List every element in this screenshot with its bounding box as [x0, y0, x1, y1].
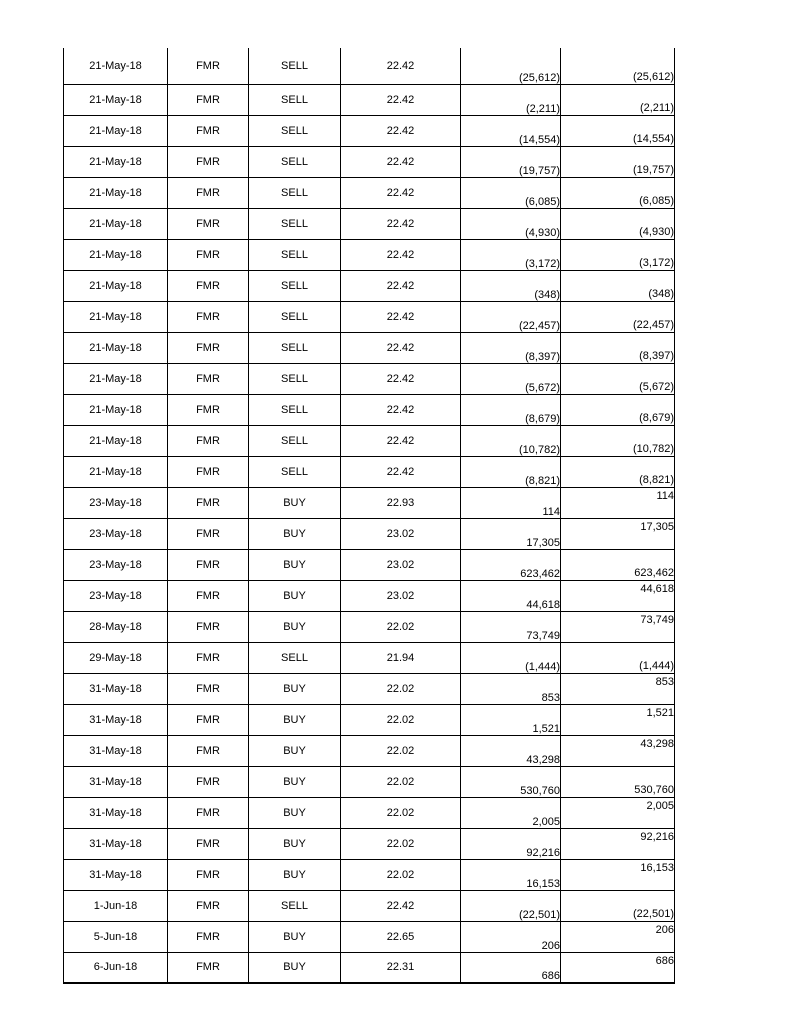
cell-price: 22.31 — [341, 952, 461, 983]
cell-side: SELL — [249, 301, 341, 332]
cell-date: 21-May-18 — [64, 115, 168, 146]
cell-price: 22.02 — [341, 859, 461, 890]
cell-side: SELL — [249, 332, 341, 363]
cell-price: 22.42 — [341, 208, 461, 239]
cell-side: SELL — [249, 177, 341, 208]
table-row — [64, 642, 675, 673]
cell-amount-2: (19,757) — [561, 146, 675, 177]
cell-firm: FMR — [168, 332, 249, 363]
cell-amount-2: 623,462 — [561, 549, 675, 580]
cell-price: 22.02 — [341, 735, 461, 766]
cell-amount-2: (8,679) — [561, 394, 675, 425]
table-row — [64, 766, 675, 797]
cell-price: 22.42 — [341, 332, 461, 363]
cell-price: 22.42 — [341, 84, 461, 115]
cell-amount-2: (1,444) — [561, 642, 675, 673]
cell-date: 21-May-18 — [64, 456, 168, 487]
cell-amount-1: (8,679) — [461, 394, 561, 425]
cell-amount-2: (6,085) — [561, 177, 675, 208]
cell-side: SELL — [249, 84, 341, 115]
cell-date: 6-Jun-18 — [64, 952, 168, 983]
cell-amount-1: 206 — [461, 921, 561, 952]
trades-table — [63, 48, 675, 984]
table-row — [64, 115, 675, 146]
cell-firm: FMR — [168, 704, 249, 735]
cell-date: 21-May-18 — [64, 301, 168, 332]
cell-side: SELL — [249, 208, 341, 239]
cell-price: 22.42 — [341, 239, 461, 270]
cell-amount-2: 44,618 — [561, 580, 675, 611]
cell-firm: FMR — [168, 952, 249, 983]
cell-price: 22.02 — [341, 673, 461, 704]
table-row — [64, 363, 675, 394]
cell-date: 21-May-18 — [64, 146, 168, 177]
cell-side: SELL — [249, 425, 341, 456]
cell-side: BUY — [249, 704, 341, 735]
cell-amount-2: 530,760 — [561, 766, 675, 797]
cell-date: 31-May-18 — [64, 735, 168, 766]
cell-price: 22.02 — [341, 611, 461, 642]
cell-date: 21-May-18 — [64, 394, 168, 425]
table-row — [64, 611, 675, 642]
cell-firm: FMR — [168, 487, 249, 518]
cell-firm: FMR — [168, 735, 249, 766]
cell-side: BUY — [249, 549, 341, 580]
cell-amount-2: (14,554) — [561, 115, 675, 146]
cell-side: SELL — [249, 363, 341, 394]
cell-side: SELL — [249, 456, 341, 487]
cell-date: 31-May-18 — [64, 704, 168, 735]
cell-amount-1: 2,005 — [461, 797, 561, 828]
cell-amount-1: (4,930) — [461, 208, 561, 239]
cell-amount-2: (4,930) — [561, 208, 675, 239]
cell-amount-1: (8,821) — [461, 456, 561, 487]
cell-amount-1: 17,305 — [461, 518, 561, 549]
cell-firm: FMR — [168, 921, 249, 952]
table-row — [64, 580, 675, 611]
cell-price: 22.42 — [341, 456, 461, 487]
cell-firm: FMR — [168, 208, 249, 239]
cell-date: 1-Jun-18 — [64, 890, 168, 921]
cell-amount-2: (10,782) — [561, 425, 675, 456]
cell-price: 22.42 — [341, 177, 461, 208]
cell-amount-1: 73,749 — [461, 611, 561, 642]
cell-date: 21-May-18 — [64, 363, 168, 394]
cell-date: 21-May-18 — [64, 208, 168, 239]
table-row — [64, 673, 675, 704]
trades-table-body — [64, 48, 675, 983]
cell-amount-1: (22,457) — [461, 301, 561, 332]
cell-side: BUY — [249, 487, 341, 518]
table-row — [64, 48, 675, 84]
cell-firm: FMR — [168, 363, 249, 394]
cell-firm: FMR — [168, 890, 249, 921]
cell-date: 21-May-18 — [64, 177, 168, 208]
cell-price: 22.02 — [341, 704, 461, 735]
cell-amount-1: 1,521 — [461, 704, 561, 735]
cell-date: 23-May-18 — [64, 518, 168, 549]
table-row — [64, 270, 675, 301]
cell-date: 23-May-18 — [64, 487, 168, 518]
cell-firm: FMR — [168, 611, 249, 642]
cell-price: 21.94 — [341, 642, 461, 673]
cell-date: 28-May-18 — [64, 611, 168, 642]
cell-amount-1: (25,612) — [461, 48, 561, 84]
cell-side: SELL — [249, 394, 341, 425]
cell-side: BUY — [249, 952, 341, 983]
cell-amount-2: (3,172) — [561, 239, 675, 270]
cell-side: BUY — [249, 735, 341, 766]
cell-amount-2: 17,305 — [561, 518, 675, 549]
cell-side: BUY — [249, 518, 341, 549]
cell-date: 31-May-18 — [64, 766, 168, 797]
table-row — [64, 828, 675, 859]
cell-amount-1: 530,760 — [461, 766, 561, 797]
cell-amount-2: 686 — [561, 952, 675, 983]
cell-firm: FMR — [168, 425, 249, 456]
table-row — [64, 146, 675, 177]
cell-side: BUY — [249, 766, 341, 797]
cell-firm: FMR — [168, 146, 249, 177]
cell-price: 22.42 — [341, 301, 461, 332]
cell-firm: FMR — [168, 642, 249, 673]
cell-side: SELL — [249, 270, 341, 301]
cell-date: 21-May-18 — [64, 48, 168, 84]
cell-side: SELL — [249, 115, 341, 146]
cell-price: 22.42 — [341, 363, 461, 394]
table-row — [64, 301, 675, 332]
table-row — [64, 921, 675, 952]
cell-amount-1: 623,462 — [461, 549, 561, 580]
cell-price: 22.42 — [341, 270, 461, 301]
cell-side: BUY — [249, 797, 341, 828]
cell-price: 22.42 — [341, 394, 461, 425]
cell-amount-2: (348) — [561, 270, 675, 301]
table-row — [64, 518, 675, 549]
cell-date: 21-May-18 — [64, 84, 168, 115]
cell-firm: FMR — [168, 766, 249, 797]
cell-amount-1: (5,672) — [461, 363, 561, 394]
cell-side: BUY — [249, 611, 341, 642]
cell-price: 22.42 — [341, 425, 461, 456]
cell-firm: FMR — [168, 394, 249, 425]
cell-firm: FMR — [168, 270, 249, 301]
cell-firm: FMR — [168, 549, 249, 580]
cell-amount-1: (14,554) — [461, 115, 561, 146]
cell-amount-1: (348) — [461, 270, 561, 301]
cell-amount-1: 686 — [461, 952, 561, 983]
cell-amount-1: 853 — [461, 673, 561, 704]
cell-firm: FMR — [168, 301, 249, 332]
cell-side: SELL — [249, 239, 341, 270]
cell-date: 23-May-18 — [64, 549, 168, 580]
cell-price: 23.02 — [341, 580, 461, 611]
cell-amount-1: (10,782) — [461, 425, 561, 456]
cell-amount-2: (22,457) — [561, 301, 675, 332]
cell-amount-2: 43,298 — [561, 735, 675, 766]
cell-amount-2: 206 — [561, 921, 675, 952]
cell-firm: FMR — [168, 456, 249, 487]
cell-price: 22.42 — [341, 48, 461, 84]
table-row — [64, 549, 675, 580]
table-row — [64, 425, 675, 456]
cell-side: BUY — [249, 859, 341, 890]
cell-side: SELL — [249, 146, 341, 177]
cell-amount-2: (2,211) — [561, 84, 675, 115]
cell-date: 31-May-18 — [64, 673, 168, 704]
cell-firm: FMR — [168, 797, 249, 828]
cell-amount-2: 1,521 — [561, 704, 675, 735]
cell-price: 22.42 — [341, 115, 461, 146]
table-row — [64, 394, 675, 425]
cell-date: 23-May-18 — [64, 580, 168, 611]
cell-amount-1: 44,618 — [461, 580, 561, 611]
cell-price: 23.02 — [341, 549, 461, 580]
cell-amount-1: (8,397) — [461, 332, 561, 363]
cell-amount-1: (19,757) — [461, 146, 561, 177]
table-row — [64, 239, 675, 270]
table-row — [64, 84, 675, 115]
cell-firm: FMR — [168, 859, 249, 890]
cell-amount-2: (8,397) — [561, 332, 675, 363]
cell-amount-2: (25,612) — [561, 48, 675, 84]
cell-price: 22.65 — [341, 921, 461, 952]
cell-amount-2: 16,153 — [561, 859, 675, 890]
cell-firm: FMR — [168, 115, 249, 146]
cell-side: BUY — [249, 580, 341, 611]
cell-amount-1: 43,298 — [461, 735, 561, 766]
cell-date: 31-May-18 — [64, 828, 168, 859]
cell-side: SELL — [249, 890, 341, 921]
cell-price: 22.42 — [341, 146, 461, 177]
cell-firm: FMR — [168, 48, 249, 84]
cell-amount-1: (1,444) — [461, 642, 561, 673]
cell-date: 21-May-18 — [64, 332, 168, 363]
cell-amount-2: 92,216 — [561, 828, 675, 859]
table-row — [64, 797, 675, 828]
cell-amount-1: (2,211) — [461, 84, 561, 115]
cell-amount-1: 92,216 — [461, 828, 561, 859]
cell-amount-1: (22,501) — [461, 890, 561, 921]
cell-side: BUY — [249, 828, 341, 859]
table-row — [64, 332, 675, 363]
cell-firm: FMR — [168, 828, 249, 859]
cell-side: BUY — [249, 673, 341, 704]
cell-date: 31-May-18 — [64, 797, 168, 828]
cell-amount-1: (6,085) — [461, 177, 561, 208]
cell-amount-2: (8,821) — [561, 456, 675, 487]
cell-price: 22.93 — [341, 487, 461, 518]
cell-date: 29-May-18 — [64, 642, 168, 673]
cell-price: 22.02 — [341, 766, 461, 797]
table-row — [64, 704, 675, 735]
table-row — [64, 890, 675, 921]
cell-amount-2: (22,501) — [561, 890, 675, 921]
table-row — [64, 952, 675, 983]
cell-firm: FMR — [168, 239, 249, 270]
cell-firm: FMR — [168, 580, 249, 611]
cell-side: SELL — [249, 48, 341, 84]
cell-date: 21-May-18 — [64, 239, 168, 270]
cell-side: BUY — [249, 921, 341, 952]
cell-amount-1: 16,153 — [461, 859, 561, 890]
table-row — [64, 177, 675, 208]
cell-amount-1: 114 — [461, 487, 561, 518]
cell-amount-2: 73,749 — [561, 611, 675, 642]
cell-price: 22.42 — [341, 890, 461, 921]
cell-amount-2: 114 — [561, 487, 675, 518]
cell-date: 21-May-18 — [64, 270, 168, 301]
cell-side: SELL — [249, 642, 341, 673]
cell-amount-2: (5,672) — [561, 363, 675, 394]
cell-date: 31-May-18 — [64, 859, 168, 890]
cell-price: 22.02 — [341, 797, 461, 828]
cell-firm: FMR — [168, 518, 249, 549]
cell-price: 22.02 — [341, 828, 461, 859]
table-row — [64, 735, 675, 766]
cell-amount-2: 853 — [561, 673, 675, 704]
table-row — [64, 456, 675, 487]
cell-amount-1: (3,172) — [461, 239, 561, 270]
cell-price: 23.02 — [341, 518, 461, 549]
cell-date: 21-May-18 — [64, 425, 168, 456]
table-row — [64, 487, 675, 518]
table-row — [64, 208, 675, 239]
table-row — [64, 859, 675, 890]
cell-firm: FMR — [168, 84, 249, 115]
cell-date: 5-Jun-18 — [64, 921, 168, 952]
cell-amount-2: 2,005 — [561, 797, 675, 828]
cell-firm: FMR — [168, 673, 249, 704]
cell-firm: FMR — [168, 177, 249, 208]
